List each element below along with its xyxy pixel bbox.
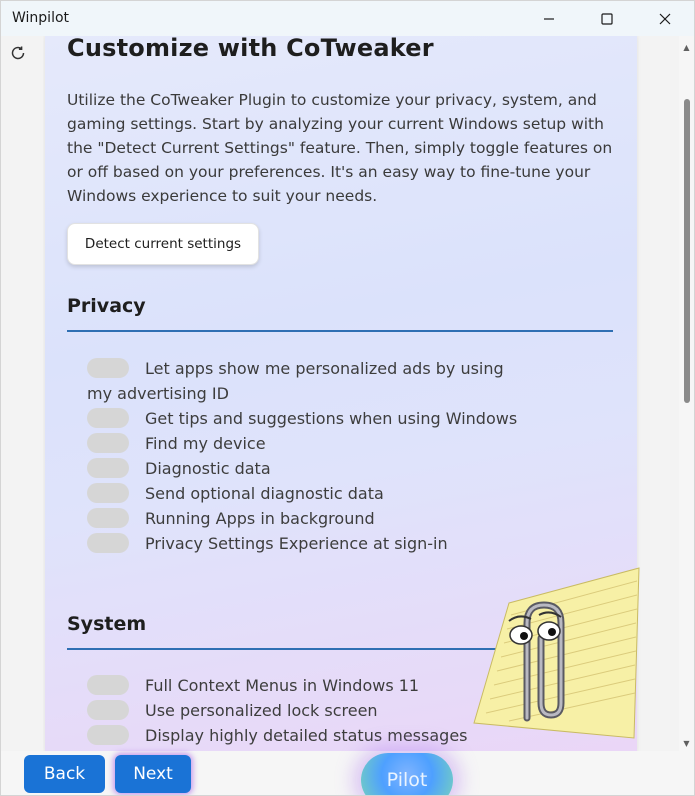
window-title: Winpilot: [12, 10, 70, 26]
paperclip-assistant-icon[interactable]: [449, 563, 644, 753]
toggle-label: Full Context Menus in Windows 11: [145, 676, 420, 695]
privacy-toggle-list: [87, 356, 527, 556]
toggle-row: [87, 531, 527, 556]
scrollbar-thumb[interactable]: [684, 99, 690, 403]
close-icon: [659, 13, 671, 25]
toggle-label: Get tips and suggestions when using Windows: [145, 409, 518, 428]
maximize-button[interactable]: [578, 1, 636, 36]
toggle-switch[interactable]: [87, 675, 129, 695]
next-button[interactable]: Next: [115, 755, 191, 793]
section-title-privacy: Privacy: [67, 295, 146, 317]
intro-text: Utilize the CoTweaker Plugin to customize your privacy, system, and gaming settings. Start by analyzing your current Windows setup with the "Detect Current Settings" feature. Then, simply toggle features on or off based on your preferences. It's an easy way to fine-tune your Windows experience to suit your needs.: [67, 91, 613, 205]
minimize-icon: [543, 13, 555, 25]
back-button[interactable]: Back: [24, 755, 105, 793]
scroll-down-icon[interactable]: ▼: [683, 739, 690, 748]
toggle-row: [87, 406, 527, 431]
toggle-row: [87, 431, 527, 456]
toggle-row: [87, 456, 527, 481]
toggle-label: Privacy Settings Experience at sign-in: [145, 534, 448, 553]
title-bar: [1, 1, 694, 36]
bottom-navigation-bar: [1, 751, 694, 795]
toggle-row: [87, 356, 527, 406]
toggle-row: [87, 481, 527, 506]
toggle-switch[interactable]: [87, 433, 129, 453]
detect-settings-button[interactable]: Detect current settings: [67, 223, 259, 265]
toggle-label: Find my device: [145, 434, 266, 453]
toggle-label: Use personalized lock screen: [145, 701, 378, 720]
vertical-scrollbar[interactable]: [679, 36, 694, 753]
pilot-button[interactable]: Pilot: [361, 753, 453, 796]
maximize-icon: [601, 13, 613, 25]
section-divider: [67, 330, 613, 332]
left-rail: [1, 36, 43, 751]
toggle-label: Send optional diagnostic data: [145, 484, 384, 503]
toggle-switch[interactable]: [87, 533, 129, 553]
toggle-switch[interactable]: [87, 358, 129, 378]
refresh-button[interactable]: [7, 42, 29, 64]
toggle-switch[interactable]: [87, 483, 129, 503]
minimize-button[interactable]: [520, 1, 578, 36]
window-controls: [520, 1, 694, 36]
close-button[interactable]: [636, 1, 694, 36]
toggle-label: Running Apps in background: [145, 509, 375, 528]
scroll-up-icon[interactable]: ▲: [683, 43, 690, 52]
toggle-switch[interactable]: [87, 408, 129, 428]
page-title: Customize with CoTweaker: [67, 36, 434, 62]
toggle-label: Display highly detailed status messages: [145, 726, 468, 745]
toggle-label: Diagnostic data: [145, 459, 271, 478]
toggle-switch[interactable]: [87, 700, 129, 720]
section-title-system: System: [67, 613, 147, 635]
toggle-switch[interactable]: [87, 458, 129, 478]
toggle-switch[interactable]: [87, 508, 129, 528]
refresh-icon: [9, 44, 27, 62]
toggle-row: [87, 506, 527, 531]
toggle-label: Let apps show me personalized ads by using my advertising ID: [87, 359, 504, 403]
toggle-switch[interactable]: [87, 725, 129, 745]
